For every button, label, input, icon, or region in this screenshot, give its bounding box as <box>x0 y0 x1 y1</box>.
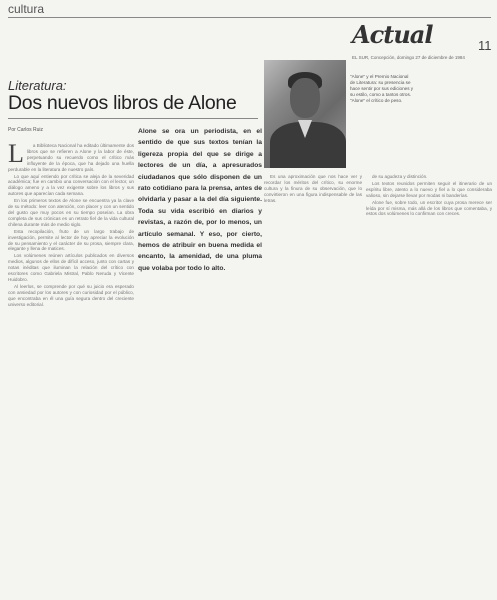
paragraph: Los textos reunidos permiten seguir el itinerario de un espíritu libre, atento a lo nuevo y fiel a lo que consideraba valioso, sin dejarse llevar por modas ni banderías. <box>366 180 492 198</box>
paragraph: Es una aproximación que nos hace ver y recordar los méritos del crítico, su enorme cultura y la finura de su observación, que lo convirtieron en una figura indispensable de las letras. <box>264 174 362 203</box>
masthead-brand: Actual <box>352 20 433 49</box>
paragraph: de su agudeza y distinción. <box>372 174 428 179</box>
body-column-1 <box>8 143 134 598</box>
paragraph: Los volúmenes reúnen artículos publicados en diversos medios, algunos de ellos de difícil acceso, junto con cartas y notas inéditas que iluminan la relación del crítico con escritores como Gabriela Mistral, Pablo Neruda y Vicente Huidobro. <box>8 253 134 282</box>
author-photo <box>264 60 346 168</box>
photo-caption: "Alone" y el Premio Nacional de Literatura: su presencia se hace sentir por sus ediciones y su estilo, como a tantos otros. "Alone" el crítico de peso. <box>350 74 414 103</box>
paragraph: En los primeros textos de Alone se encuentra ya la clave de su método: leer con atención, con placer y con un sentido del gusto que muy pocos en su tiempo poseían. La obra completa de sus crónicas es un retrato fiel de la vida cultural chilena durante más de medio siglo. <box>8 198 134 227</box>
paragraph: Alone fue, sobre todo, un escritor cuya prosa merece ser leída por sí misma, más allá de los libros que comentaba, y estos dos volúmenes lo confirman con creces. <box>366 199 492 217</box>
publication-line: EL SUR, Concepción, domingo 27 de diciembre de 1984 <box>352 55 465 60</box>
drop-cap: L <box>8 143 24 168</box>
paragraph: Al leerlos, se comprende por qué su juicio era esperado con ansiedad por los autores y con curiosidad por el público, que encontraba en él una guía segura dentro del creciente universo editorial. <box>8 283 134 307</box>
article-byline: Por Carlos Ruiz <box>8 127 44 133</box>
paragraph: a Biblioteca Nacional ha editado últimamente dos libros que se refieren a Alone y la labor de éste, perpetuando su recuerdo como el crítico más influyente de la época, que ha dejado una huella perdurable en la literatura de nuestro país. <box>8 143 134 172</box>
header-rule <box>8 17 491 18</box>
pull-quote: Alone se ora un periodista, en el sentido de que sus textos tenían la ligereza propia del que se dirige a lectores de un día, a apresurados ciudadanos que sólo disponen de un rato cotidiano para la prensa, antes de olvidarla y pasar a la del día siguiente. Toda su vida escribió en diarios y revistas, a razón de, por lo menos, un artículo semanal. Y eso, por cierto, hemos de atribuir en buena medida el encanto, la amenidad, de una pluma que volaba por todo lo alto. <box>138 128 262 272</box>
article-kicker: Literatura: <box>8 78 67 93</box>
headline-rule <box>8 118 258 119</box>
body-column-2 <box>264 174 362 244</box>
article-headline: Dos nuevos libros de Alone <box>8 92 237 114</box>
body-column-3 <box>366 174 492 264</box>
paragraph: Esta recopilación, fruto de un largo trabajo de investigación, permite al lector de hoy apreciar la evolución de su pensamiento y el carácter de su prosa, siempre clara, elegante y llena de matices. <box>8 228 134 252</box>
photo-figure-face <box>290 78 320 118</box>
paragraph: Lo que aquí entiendo por crítica se aleja de la severidad académica; fue en cambio una conversación con el lector, un diálogo ameno y a la vez exigente sobre los libros y sus autores que aparecían cada semana. <box>8 173 134 197</box>
section-label: cultura <box>8 2 45 16</box>
page-number: 11 <box>478 38 492 53</box>
